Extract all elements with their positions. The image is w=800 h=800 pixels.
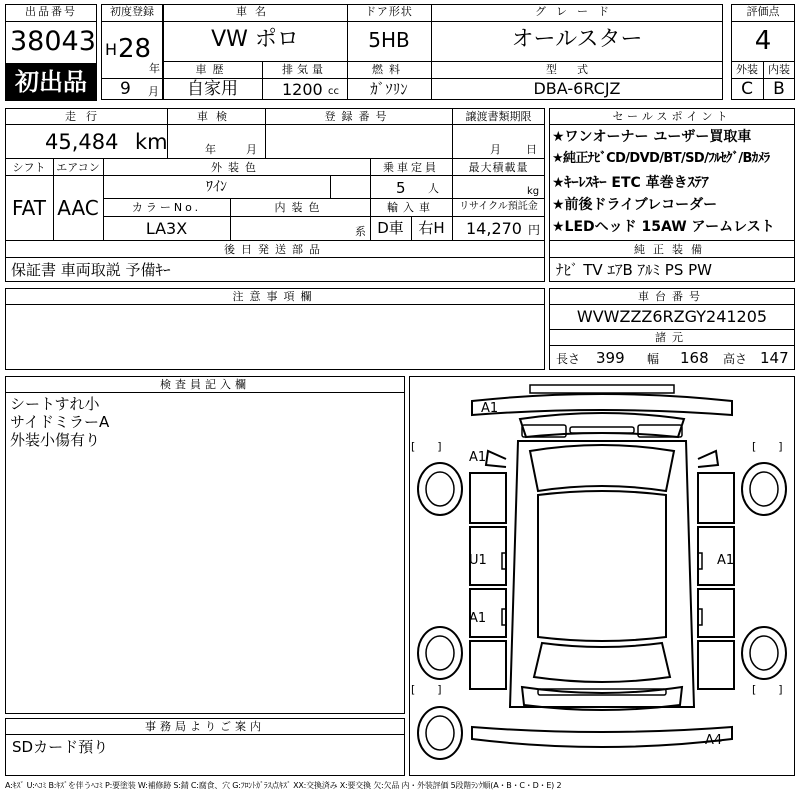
ext-color-label: 外装色	[211, 161, 262, 174]
max-load-label: 最大積載量	[468, 161, 529, 174]
lot-number-label: 出品番号	[25, 5, 77, 18]
inspection-label: 車検	[197, 110, 235, 123]
drive: D車	[377, 219, 404, 237]
wheel-bracket: [ ]	[411, 440, 442, 453]
recycle-unit: 円	[528, 223, 541, 237]
legend: A:ｷｽﾞ U:ﾍｺﾐ B:ｷｽﾞを伴うﾍｺﾐ P:要塗装 W:補修跡 S:錆 C:腐食、穴 G:ﾌﾛﾝﾄｶﾞﾗｽ点ｷｽﾞ XX:交換済み X:要交換 欠:欠品 内・外装評価 5段階ﾗﾝｸ順(A・B・C・D・E) 2	[5, 781, 562, 790]
dims-label: 諸元	[655, 331, 689, 344]
model-label: 型式	[546, 63, 608, 76]
month-unit: 月	[148, 85, 159, 98]
height: 147	[760, 349, 789, 367]
inspector-line: 外装小傷有り	[10, 431, 101, 449]
exterior-grade: C	[741, 79, 753, 99]
steering: 右H	[418, 219, 445, 237]
inspector-label: 検査員記入欄	[160, 378, 250, 391]
reg-year: 28	[118, 34, 152, 64]
transfer-deadline-label: 譲渡書類期限	[465, 110, 532, 123]
sales-point-item: ★純正ﾅﾋﾞCD/DVD/BT/SD/ﾌﾙｾｸﾞ/Bｶﾒﾗ	[552, 151, 770, 166]
damage-mark: A1	[717, 553, 735, 568]
sales-points-label: セールスポイント	[612, 110, 732, 123]
color-no-label: カラーNo.	[131, 201, 202, 214]
color-no: LA3X	[145, 219, 188, 238]
displacement-label: 排気量	[282, 63, 327, 76]
damage-mark: A1	[469, 611, 487, 626]
ac-label: エアコン	[56, 161, 100, 174]
interior-label: 内装	[768, 63, 790, 76]
equipment: ﾅﾋﾞ TV ｴｱB ｱﾙﾐ PS PW	[556, 261, 712, 279]
recycle: 14,270	[466, 219, 522, 238]
inspection-year-unit: 年	[205, 143, 216, 156]
exterior-label: 外装	[736, 63, 758, 76]
notes-label: 注意事項欄	[232, 290, 318, 303]
damage-mark: U1	[469, 553, 487, 568]
ac: AAC	[57, 196, 99, 220]
sales-point-item: ★前後ドライブレコーダー	[552, 197, 718, 213]
reg-month: 9	[120, 79, 131, 99]
inspector-line: シートすれ小	[10, 395, 100, 413]
capacity-unit: 人	[428, 182, 439, 195]
later-parts-label: 後日発送部品	[224, 243, 326, 256]
displacement: 1200	[282, 80, 323, 99]
first-listing-badge: 初出品	[5, 63, 97, 101]
fuel-label: 燃料	[372, 63, 406, 76]
shift: FAT	[11, 196, 46, 220]
transfer-month-unit: 月	[490, 143, 501, 156]
mileage-unit: km	[135, 130, 168, 154]
office-note: SDカード預り	[12, 738, 109, 756]
first-registration-label: 初度登録	[110, 5, 154, 18]
transfer-day-unit: 日	[526, 143, 537, 156]
capacity: 5	[396, 179, 406, 197]
door-type: 5HB	[368, 28, 410, 52]
width-label: 幅	[647, 352, 660, 366]
era: H	[105, 40, 118, 59]
fuel: ｶﾞｿﾘﾝ	[370, 80, 408, 98]
interior-grade: B	[773, 79, 785, 99]
capacity-label: 乗車定員	[383, 161, 439, 174]
mileage: 45,484	[45, 130, 119, 154]
car-name-label: 車名	[236, 5, 274, 18]
car-diagram	[409, 376, 795, 776]
int-color-label: 内装色	[274, 201, 326, 214]
int-color-unit: 系	[355, 225, 366, 238]
door-label: ドア形状	[365, 5, 413, 18]
grade: オールスター	[511, 27, 643, 52]
car-outline-diagram	[410, 377, 794, 775]
damage-mark: A1	[481, 401, 499, 416]
displacement-unit: cc	[328, 86, 339, 97]
wheel-bracket: [ ]	[411, 683, 442, 696]
chassis-number: WVWZZZ6RZGY241205	[576, 307, 768, 326]
inspector-line: サイドミラーA	[10, 413, 110, 431]
grade-label: グレード	[535, 5, 619, 18]
history: 自家用	[187, 79, 238, 99]
max-load-unit: kg	[527, 186, 540, 197]
sales-point-item: ★LEDヘッド 15AW アームレスト	[552, 219, 775, 235]
equipment-label: 純正装備	[634, 243, 710, 256]
ext-color: ﾜｲﾝ	[206, 179, 227, 195]
history-label: 車歴	[195, 63, 230, 76]
import-label: 輸入車	[387, 201, 435, 214]
score-label: 評価点	[746, 5, 780, 18]
chassis-label: 車台番号	[638, 290, 706, 303]
inspection-month-unit: 月	[246, 143, 257, 156]
length-label: 長さ	[556, 352, 581, 366]
later-parts: 保証書 車両取説 予備ｷｰ	[11, 261, 171, 279]
wheel-bracket: [ ]	[752, 683, 783, 696]
mileage-label: 走行	[65, 110, 107, 123]
reg-number-label: 登録番号	[324, 110, 393, 123]
car-name: VW ポロ	[211, 27, 299, 52]
wheel-bracket: [ ]	[752, 440, 783, 453]
length: 399	[596, 349, 625, 367]
height-label: 高さ	[723, 352, 748, 366]
model: DBA-6RCJZ	[533, 79, 621, 98]
lot-number: 38043	[10, 26, 96, 57]
sales-point-item: ★ｷｰﾚｽｷｰ ETC 革巻きｽﾃｱ	[552, 175, 709, 191]
width: 168	[680, 349, 709, 367]
damage-mark: A1	[469, 450, 487, 465]
shift-label: シフト	[12, 161, 46, 174]
sales-point-item: ★ワンオーナー ユーザー買取車	[552, 129, 752, 145]
damage-mark: A4	[705, 733, 723, 748]
year-unit: 年	[149, 62, 160, 75]
recycle-label: リサイクル預託金	[459, 201, 538, 212]
office-label: 事務局よりご案内	[145, 720, 265, 733]
score: 4	[754, 26, 772, 56]
